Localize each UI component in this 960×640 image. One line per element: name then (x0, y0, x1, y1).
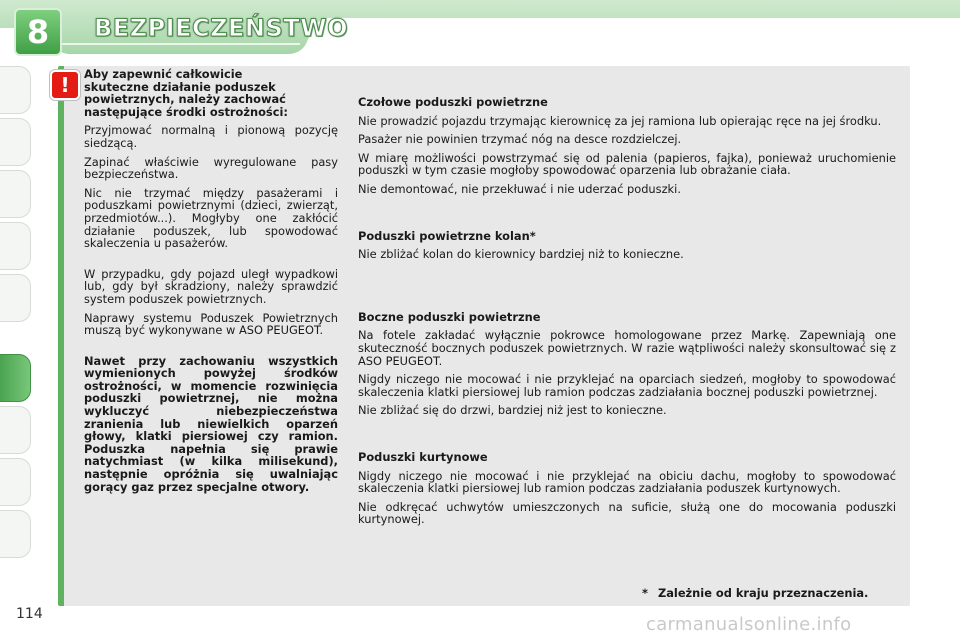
knee-paragraph: Nie zbliżać kolan do kierownicy bardziej niż to konieczne. (358, 247, 684, 262)
page-number: 114 (16, 606, 43, 622)
chapter-number-badge[interactable]: 8 (14, 8, 62, 56)
footnote-marker: * (642, 586, 648, 600)
section-heading-frontal: Czołowe poduszki powietrzne (358, 95, 548, 109)
frontal-paragraph: Nie demontować, nie przekłuwać i nie uderzać poduszki. (358, 181, 681, 196)
section-heading-side: Boczne poduszki powietrzne (358, 309, 541, 324)
left-heading-line: powietrznych, należy zachować (84, 92, 286, 107)
section-heading-curtain: Poduszki kurtynowe (358, 449, 488, 464)
left-column (84, 68, 338, 499)
page-title: BEZPIECZEŃSTWO (94, 14, 349, 42)
left-paragraph: Przyjmować normalną i pionową pozycję siedzącą. (84, 123, 338, 150)
side-tab-1[interactable] (0, 66, 31, 114)
side-tab-4[interactable] (0, 222, 31, 270)
footnote-text: Zależnie od kraju przeznaczenia. (657, 586, 869, 600)
header (0, 0, 960, 62)
side-paragraph: Na fotele zakładać wyłącznie pokrowce homologowane przez Markę. Zapewniają one skuteczność bocznych poduszek powietrznych. W razie wątpliwości należy skonsultować się z ASO PEUGEOT. (358, 328, 896, 368)
warning-icon: ! (50, 70, 80, 100)
left-heading (84, 68, 338, 118)
curtain-paragraph: Nie odkręcać uchwytów umieszczonych na suficie, służą one do mocowania poduszki kurtynowej. (358, 499, 896, 527)
footnote (642, 586, 868, 600)
left-paragraph: Naprawy systemu Poduszek Powietrznych muszą być wykonywane w ASO PEUGEOT. (84, 310, 338, 338)
frontal-paragraph: W miarę możliwości powstrzymać się od palenia (papieros, fajka), ponieważ uruchomienie poduszki w tym czasie mogłoby spowodować oparzenia lub obrażanie ciała. (358, 150, 896, 178)
left-heading-line: następujące środki ostrożności: (84, 104, 288, 119)
curtain-paragraph: Nigdy niczego nie mocować i nie przyklejać na obiciu dachu, mogłoby to spowodować skaleczenia klatki piersiowej lub ramion podczas zadziałania poduszek kurtynowych. (358, 468, 896, 496)
side-tab-7[interactable] (0, 406, 31, 454)
side-tab-9[interactable] (0, 510, 31, 558)
side-tab-2[interactable] (0, 118, 31, 166)
side-tab-5[interactable] (0, 274, 31, 322)
left-paragraph: W przypadku, gdy pojazd uległ wypadkowi lub, gdy był skradziony, należy sprawdzić system poduszek powietrznych. (84, 266, 338, 306)
frontal-paragraph: Pasażer nie powinien trzymać nóg na desce rozdzielczej. (358, 132, 682, 147)
section-heading-knee: Poduszki powietrzne kolan* (358, 228, 536, 243)
side-tab-8[interactable] (0, 458, 31, 506)
watermark: carmanualsonline.info (646, 614, 852, 635)
left-heading-line: skuteczne działanie poduszek (84, 79, 276, 94)
left-paragraph: Zapinać właściwie wyregulowane pasy bezpieczeństwa. (84, 154, 338, 182)
side-paragraph: Nigdy niczego nie mocować i nie przyklejać na oparciach siedzeń, mogłoby to spowodować skaleczenia klatki piersiowej lub ramion podczas zadziałania bocznej poduszki powietrznej. (358, 372, 896, 399)
left-warning-paragraph: Nawet przy zachowaniu wszystkich wymienionych powyżej środków ostrożności, w momencie rozwinięcia poduszki powietrznej, nie można wykluczyć niebezpieczeństwa zranienia lub niewielkich oparzeń głowy, klatki piersiowej czy ramion. Poduszka napełnia się prawie natychmiast (w kilka milisekund), następnie opróżnia się uwalniając gorący gaz przez specjalne otwory. (84, 353, 338, 494)
left-paragraph: Nic nie trzymać między pasażerami i poduszkami powietrznymi (dzieci, zwierząt, przedmiotów...). Mogłyby one zakłócić działanie poduszek, lub spowodować skaleczenia u pasażerów. (84, 185, 338, 251)
frontal-paragraph: Nie prowadzić pojazdu trzymając kierownicę za jej ramiona lub opierając ręce na jej środku. (358, 113, 882, 128)
side-tab-active[interactable] (0, 354, 31, 402)
side-paragraph: Nie zbliżać się do drzwi, bardziej niż jest to konieczne. (358, 403, 667, 418)
left-heading-line: Aby zapewnić całkowicie (84, 67, 243, 81)
right-column (358, 96, 896, 532)
side-tab-3[interactable] (0, 170, 31, 218)
